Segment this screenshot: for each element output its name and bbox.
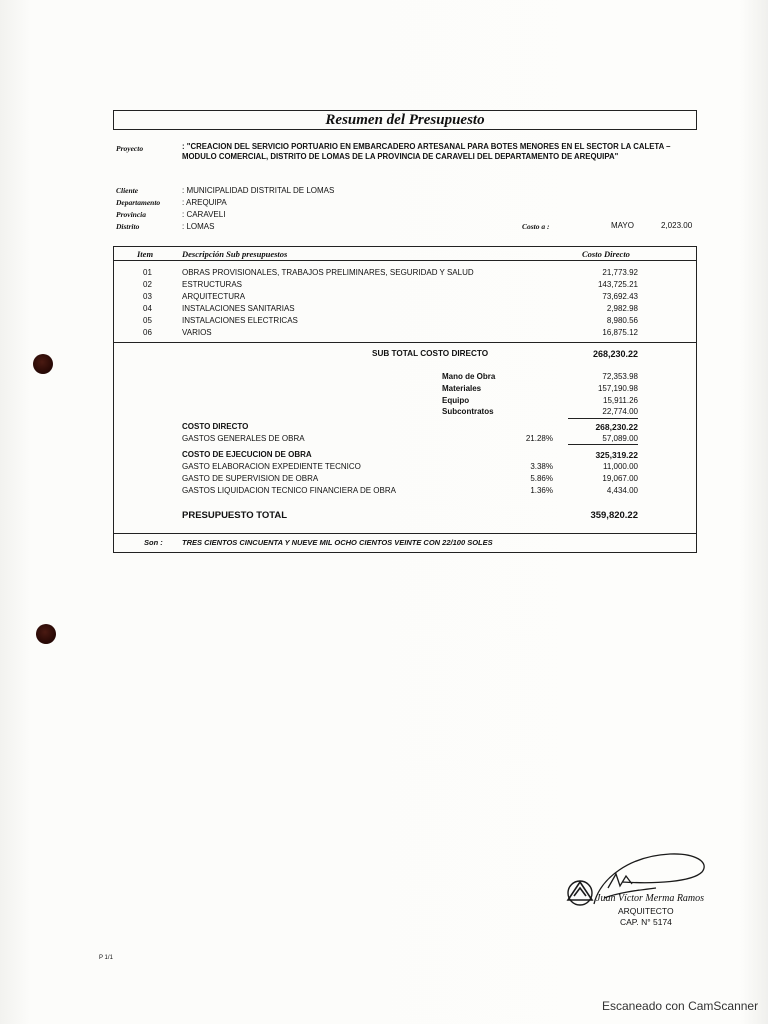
subtotal-row	[0, 349, 768, 360]
item-number: 03	[143, 292, 152, 301]
item-desc: INSTALACIONES ELECTRICAS	[182, 316, 298, 325]
table-row	[0, 280, 768, 291]
gasto-row	[0, 474, 768, 485]
signature-cap: CAP. N° 5174	[620, 917, 672, 927]
table-header-divider	[113, 260, 697, 261]
breakdown-row	[0, 396, 768, 407]
total-divider	[113, 533, 697, 534]
breakdown-value: 157,190.98	[597, 384, 638, 393]
breakdown-underline	[568, 418, 638, 419]
table-row	[0, 328, 768, 339]
costo-directo-value: 268,230.22	[595, 422, 638, 432]
breakdown-label: Subcontratos	[442, 407, 494, 416]
document-title: Resumen del Presupuesto	[113, 110, 697, 130]
costo-anio: 2,023.00	[661, 221, 693, 230]
provincia-label: Provincia	[116, 210, 146, 219]
item-desc: ESTRUCTURAS	[182, 280, 243, 289]
breakdown-label: Mano de Obra	[442, 372, 496, 381]
signature-name: Juan Víctor Merma Ramos	[596, 893, 705, 904]
gasto-pct: 3.38%	[530, 462, 553, 471]
item-number: 05	[143, 316, 152, 325]
gastos-generales-label: GASTOS GENERALES DE OBRA	[182, 434, 305, 443]
items-divider	[113, 342, 697, 343]
son-label: Son :	[144, 538, 163, 547]
breakdown-label: Materiales	[442, 384, 482, 393]
table-row	[0, 304, 768, 315]
item-desc: ARQUITECTURA	[182, 292, 246, 301]
costo-ejecucion-value: 325,319.22	[595, 450, 638, 460]
signature-title: ARQUITECTO	[618, 906, 674, 916]
proyecto-value: : "CREACION DEL SERVICIO PORTUARIO EN EMBARCADERO ARTESANAL PARA BOTES MENORES EN EL SECTOR LA CALETA – MODULO COMERCIAL, DISTRITO DE LOMAS DE LA PROVINCIA DE CARAVELI DEL DEPARTAMENTO DE AREQUIPA"	[182, 142, 671, 161]
punch-hole-bottom	[36, 624, 56, 644]
signature-stamp	[560, 848, 720, 928]
scanner-watermark: Escaneado con CamScanner	[602, 999, 759, 1013]
item-number: 01	[143, 268, 152, 277]
col-costo-header: Costo Directo	[582, 249, 630, 259]
breakdown-value: 22,774.00	[602, 407, 638, 416]
distrito-value: : LOMAS	[182, 222, 215, 231]
breakdown-value: 15,911.26	[603, 396, 638, 405]
costo-directo-row	[0, 422, 768, 433]
item-costo: 73,692.43	[602, 292, 638, 301]
gastos-underline	[568, 444, 638, 445]
proyecto-label: Proyecto	[116, 144, 144, 153]
cliente-label: Cliente	[116, 186, 139, 195]
gasto-row	[0, 462, 768, 473]
departamento-value: : AREQUIPA	[182, 198, 227, 207]
item-desc: OBRAS PROVISIONALES, TRABAJOS PRELIMINARES, SEGURIDAD Y SALUD	[182, 268, 474, 277]
gasto-value: 11,000.00	[603, 462, 638, 471]
col-desc-header: Descripción Sub presupuestos	[182, 249, 288, 259]
gastos-generales-row	[0, 434, 768, 445]
item-desc: VARIOS	[182, 328, 212, 337]
breakdown-row	[0, 384, 768, 395]
gasto-label: GASTOS LIQUIDACION TECNICO FINANCIERA DE OBRA	[182, 486, 396, 495]
breakdown-row	[0, 407, 768, 418]
costo-label: Costo a :	[522, 222, 550, 231]
item-costo: 16,875.12	[602, 328, 638, 337]
item-costo: 143,725.21	[597, 280, 638, 289]
distrito-label: Distrito	[116, 222, 140, 231]
total-label: PRESUPUESTO TOTAL	[182, 510, 288, 521]
breakdown-value: 72,353.98	[602, 372, 638, 381]
table-row	[0, 292, 768, 303]
subtotal-label: SUB TOTAL COSTO DIRECTO	[372, 349, 489, 358]
son-text: TRES CIENTOS CINCUENTA Y NUEVE MIL OCHO CIENTOS VEINTE CON 22/100 SOLES	[182, 538, 493, 547]
table-row	[0, 316, 768, 327]
costo-directo-label: COSTO DIRECTO	[182, 422, 249, 431]
item-number: 06	[143, 328, 152, 337]
gasto-label: GASTO DE SUPERVISION DE OBRA	[182, 474, 319, 483]
gasto-pct: 1.36%	[530, 486, 553, 495]
gastos-generales-value: 57,089.00	[602, 434, 638, 443]
item-desc: INSTALACIONES SANITARIAS	[182, 304, 295, 313]
stamp-logo-circle	[568, 881, 592, 905]
page-number: P 1/1	[99, 955, 113, 961]
gastos-generales-pct: 21.28%	[525, 434, 553, 443]
subtotal-value: 268,230.22	[592, 349, 638, 359]
item-number: 02	[143, 280, 152, 289]
item-costo: 21,773.92	[602, 268, 638, 277]
breakdown-label: Equipo	[442, 396, 470, 405]
costo-ejecucion-label: COSTO DE EJECUCION DE OBRA	[182, 450, 312, 459]
col-item-header: Item	[137, 249, 154, 259]
gasto-value: 4,434.00	[606, 486, 638, 495]
item-costo: 2,982.98	[606, 304, 638, 313]
costo-ejecucion-row	[0, 450, 768, 461]
costo-mes: MAYO	[611, 221, 634, 230]
total-row	[0, 510, 768, 521]
gasto-value: 19,067.00	[602, 474, 638, 483]
item-number: 04	[143, 304, 152, 313]
provincia-value: : CARAVELI	[182, 210, 226, 219]
gasto-row	[0, 486, 768, 497]
gasto-pct: 5.86%	[530, 474, 553, 483]
departamento-label: Departamento	[116, 198, 161, 207]
cliente-value: : MUNICIPALIDAD DISTRITAL DE LOMAS	[182, 186, 335, 195]
gasto-label: GASTO ELABORACION EXPEDIENTE TECNICO	[182, 462, 361, 471]
table-row	[0, 268, 768, 279]
item-costo: 8,980.56	[606, 316, 638, 325]
breakdown-row	[0, 372, 768, 383]
total-value: 359,820.22	[590, 510, 638, 521]
